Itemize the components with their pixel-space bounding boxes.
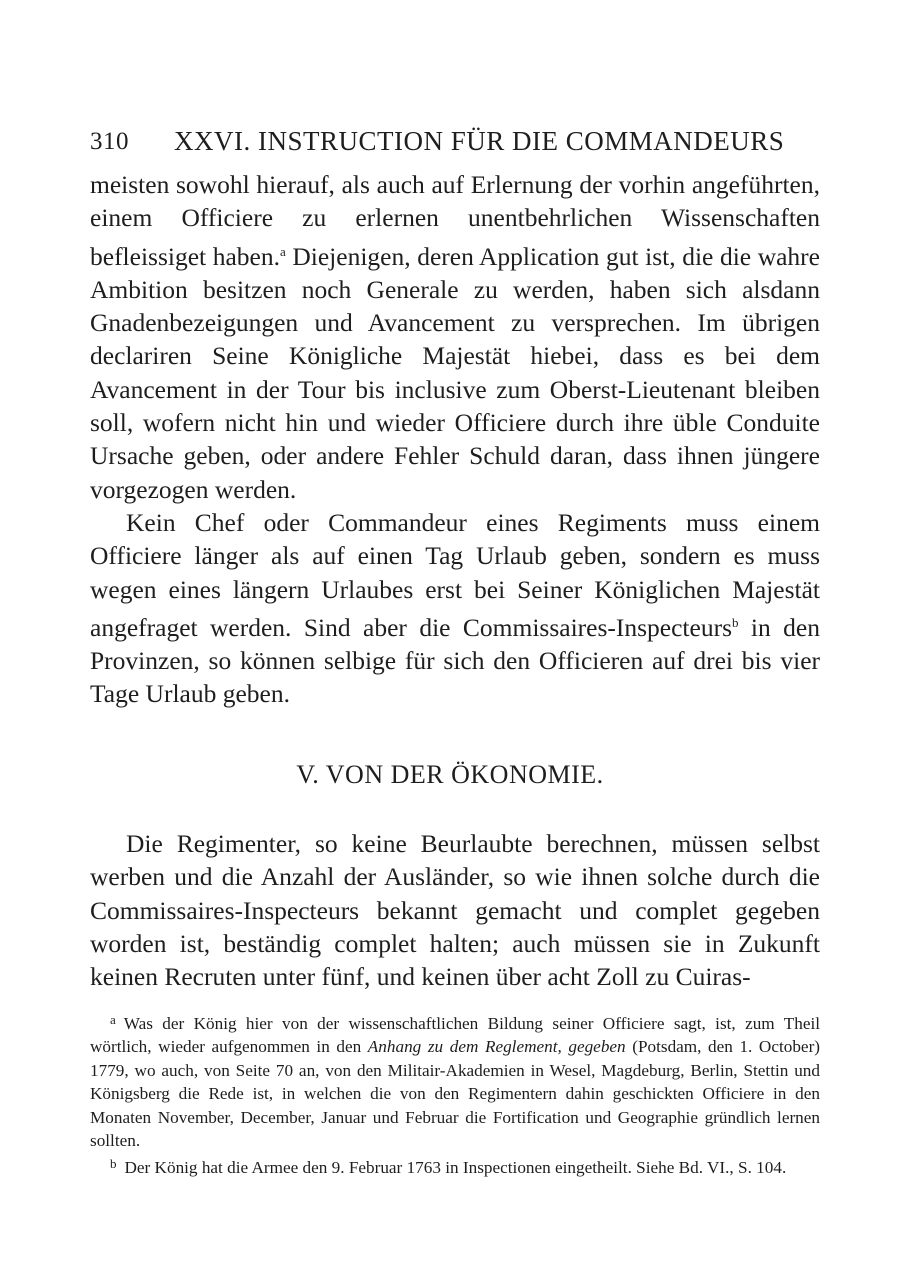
section-heading: V. VON DER ÖKONOMIE. [296, 760, 604, 789]
running-header [90, 120, 830, 160]
footnote-b: $^b$ Der König hat die Armee den 9. Februar 1763 in Inspectionen eingetheilt. Siehe Bd. VI., S. 104. [110, 1156, 787, 1178]
footnote-a: $^a$ Was der König hier von der wissenschaftlichen Bildung seiner Officiere sagt, ist, zum Theil wörtlich, wieder aufgenommen in den Anhang zu dem Reglement, gegeben (Potsdam, den 1. October) 1779, wo auch, von Seite 70 an, von den Militair-Akademien in Wesel, Magdeburg, Berlin, Stettin und Königsberg die Rede ist, in welchen die von den Regimentern dahin geschickten Officiere in den Monaten November, December, Januar und Februar die Fortification und Geographie gründlich lernen sollten. [90, 1012, 821, 1151]
footnote-ref-b[interactable]: b [732, 614, 739, 630]
footnote-marker-a: a [110, 1012, 116, 1027]
paragraph-1: meisten sowohl hierauf, als auch auf Erlernung der vorhin angeführten, einem Officiere zu erlernen unentbehrlichen Wissenschaften befleissiget haben.$^a$ Diejenigen, deren Application gut ist, die die wahre Ambition besitzen noch Generale zu werden, haben sich alsdann Gnadenbezeigungen und Avancement zu versprechen. Im übrigen declariren Seine Königliche Majestät hiebei, dass es bei dem Avancement in der Tour bis inclusive zum Oberst-Lieutenant bleiben soll, wofern nicht hin und wieder Officiere durch ihre üble Conduite Ursache geben, oder andere Fehler Schuld daran, dass ihnen jüngere vorgezogen werden. [90, 170, 820, 504]
paragraph-2: Kein Chef oder Commandeur eines Regiments muss einem Officiere länger als auf einen Tag Urlaub geben, sondern es muss wegen eines längern Urlaubes erst bei Seiner Königlichen Majestät angefraget werden. Sind aber die Commissaires-Inspecteurs$^b$ in den Provinzen, so können selbige für sich den Officieren auf drei bis vier Tage Urlaub geben. [90, 507, 821, 709]
body-text-block-2 [90, 827, 820, 993]
footnote-ref-a[interactable]: a [279, 243, 286, 259]
running-title: XXVI. INSTRUCTION FÜR DIE COMMANDEURS [174, 126, 785, 156]
body-text-block-1 [90, 168, 820, 711]
footnote-marker-b: b [110, 1156, 117, 1172]
page-number: 310 [90, 128, 129, 155]
footnote-a-italic-title: Anhang zu dem Reglement, gegeben [367, 1037, 626, 1057]
footnotes [90, 1008, 820, 1180]
paragraph-3: Die Regimenter, so keine Beurlaubte berechnen, müssen selbst werben und die Anzahl der Ausländer, so wie ihnen solche durch die Commissaires-Inspecteurs bekannt gemacht und complet gegeben worden ist, beständig complet halten; auch müssen sie in Zukunft keinen Recruten unter fünf, und keinen über acht Zoll zu Cuiras- [90, 829, 820, 992]
